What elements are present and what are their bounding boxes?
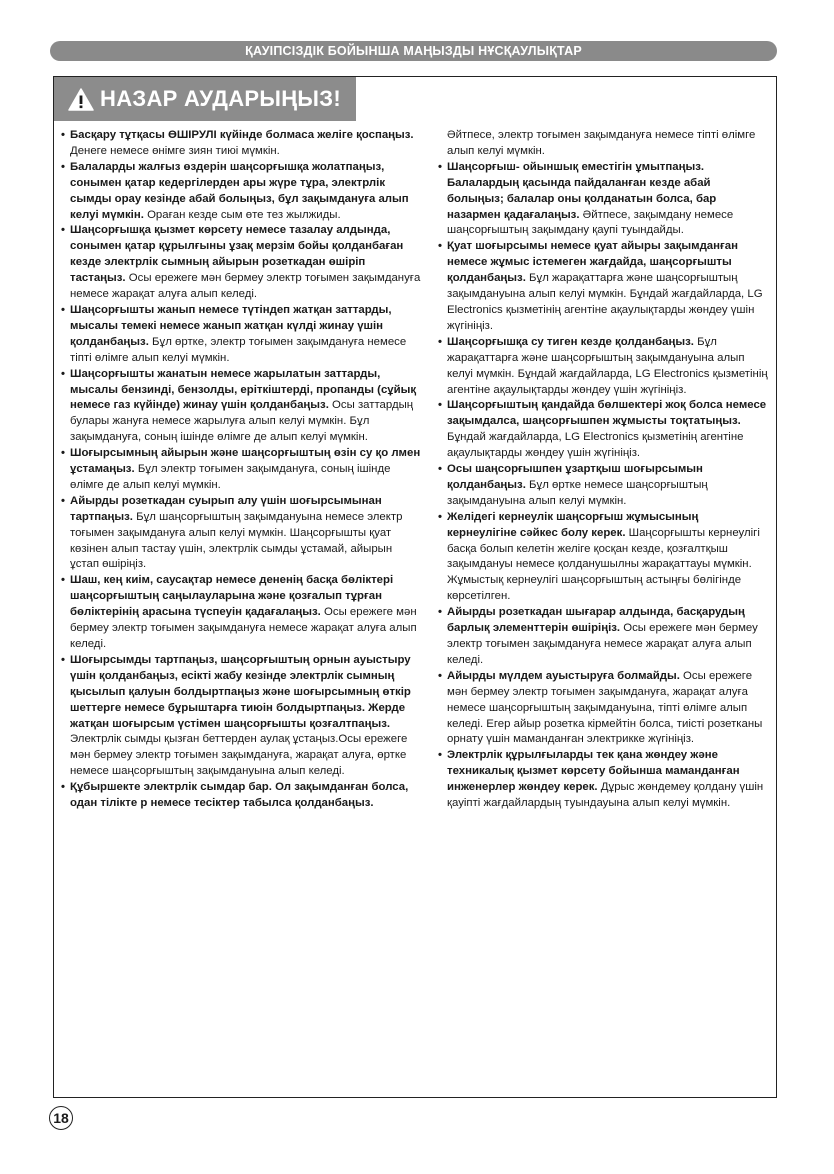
left-column [62, 128, 422, 812]
safety-item-text: Бұл жарақаттарға және шаңсорғыштың зақымдануына алып келуі мүмкін. Бұндай жағдайларда, LG Electronics қызметінің агентіне ақаулықтарды жөндеу үшін жүгініңіз. [447, 335, 768, 396]
safety-item [62, 573, 422, 653]
safety-item [62, 446, 422, 494]
safety-item [439, 748, 769, 812]
safety-item-heading: Құбыршекте электрлік сымдар бар. Ол зақымданған болса, одан тілікте р немесе тесіктер табылса қолданбаңыз. [70, 781, 409, 810]
safety-item-heading: Балаларды жалғыз өздерін шаңсорғышқа жолатпаңыз, сонымен қатар кедергілерден ары жүре тұра, электрлік сымды орау кезінде абай болыңыз, бұл зақымдануға алып келуі мүмкін. [70, 160, 409, 221]
safety-item-heading: Шаңсорғыштың қандайда бөлшектері жоқ болса немесе зақымдалса, шаңсорғышпен жұмысты тоқтатыңыз. [447, 399, 767, 428]
safety-item-heading: Айырды розеткадан шығарар алдында, басқарудың барлық элементтерін өшіріңіз. [447, 606, 745, 635]
safety-item-text: Дұрыс жөндемеу қолдану үшін қауіпті жағдайлардың туындауына алып келуі мүмкін. [447, 781, 764, 810]
continuation-text: Әйтпесе, электр тоғымен зақымдануға немесе тіпті өлімге алып келуі мүмкін. [447, 129, 756, 157]
safety-item-text: Бұл электр тоғымен зақымдануға, соның ішінде өлімге де алып келуі мүмкін. [70, 463, 391, 491]
safety-item-heading: Қуат шоғырсымы немесе қуат айыры зақымданған немесе жұмыс істемеген жағдайда, шаңсорғышты қолданбаңыз. [447, 240, 738, 285]
safety-item-text: Бұндай жағдайларда, LG Electronics қызметінің агентіне ақаулықтарды жөндеу үшін жүгініңіз. [447, 431, 744, 460]
safety-item-text: Осы ережеге мән бермеу электр тоғымен зақымдануға немесе жарақат алуға алып келеді. [70, 606, 417, 650]
safety-item-heading: Шаңсорғышты жанып немесе түтіндеп жатқан заттарды, мысалы темекі немесе жанып жатқан күлді жинау үшін қолданбаңыз. [70, 303, 392, 348]
safety-item [62, 367, 422, 447]
safety-item [439, 510, 769, 605]
safety-item-heading: Шоғырсымды тартпаңыз, шаңсорғыштың орнын ауыстыру үшін қолданбаңыз, есікті жабу кезінде электрлік сымның қысылып қалуын болдыртпаңыз және шоғырсымның өткір шеттерге немесе бұрыштарға тиюін болдыртпаңыз. Жерде жатқан шоғырсым үстімен шаңсорғышты қозғалтпаңыз. [70, 653, 411, 730]
safety-item [439, 605, 769, 669]
safety-item [439, 462, 769, 510]
safety-item-heading: Желідегі кернеулік шаңсорғыш жұмысының кернеулігіне сәйкес болу керек. [447, 510, 699, 539]
warning-banner [54, 77, 356, 121]
safety-item-heading: Шаңсорғышты жанатын немесе жарылатын заттарды, мысалы бензинді, бензолды, еріткіштерді, пропанды (сұйық немесе газ күйінде) жинау үшін қолданбаңыз. [70, 367, 417, 412]
safety-item [62, 494, 422, 574]
safety-item-heading: Айырды розеткадан суырып алу үшін шоғырсымынан тартпаңыз. [70, 494, 382, 523]
safety-item-heading: Басқару тұтқасы ӨШІРУЛІ күйінде болмаса желіге қоспаңыз. [70, 129, 414, 141]
safety-item [62, 653, 422, 780]
safety-item-text: Бұл өртке немесе шаңсорғыштың зақымдануына алып келуі мүмкін. [447, 478, 708, 507]
safety-item [62, 303, 422, 367]
safety-item [439, 160, 769, 240]
safety-item-heading: Шаш, кең киім, саусақтар немесе дененің басқа бөліктері шаңсорғыштың саңылауларына және қозғалып тұрған бөліктерінің арасына түспеуін қадағалаңыз. [70, 574, 394, 619]
safety-item-text: Шаңсорғышты кернеулігі басқа болып келетін желіге қосқан кезде, қозғалтқыш зақымдануы немесе қолданушылны жарақаттауы мүмкін. Жұмыстық кернеулігі шаңсорғыштың астыңғы бөлігінде көрсетілген. [447, 526, 760, 603]
safety-item-heading: Шоғырсымның айырын және шаңсорғыштың өзін су қо лмен ұстамаңыз. [70, 447, 421, 476]
safety-item-text: Әйтпесе, зақымдану немесе шаңсорғыштың зақымдану қаупі туындайды. [447, 208, 734, 237]
safety-item-text: Осы ережеге мән бермеу электр тоғымен зақымдануға немесе жарақат алуға алып келеді. [70, 272, 421, 301]
safety-item [439, 239, 769, 334]
section-header-bar [50, 41, 777, 61]
safety-item-heading: Шаңсорғышқа су тиген кезде қолданбаңыз. [447, 335, 694, 348]
safety-item-heading: Айырды мүлдем ауыстыруға болмайды. [447, 669, 680, 682]
safety-item-text: Бұл өртке, электр тоғымен зақымдануға немесе тіпті өлімге алып келуі мүмкін. [70, 335, 407, 364]
safety-item-heading: Шаңсорғышқа қызмет көрсету немесе тазалау алдында, сонымен қатар құрылғыны ұзақ мерзім бойы қолданбаған кезде электрлік сымның айырын розеткадан өшіріп тастаңыз. [70, 224, 404, 285]
warning-title: НАЗАР АУДАРЫҢЫЗ! [100, 86, 341, 111]
safety-item-text: Денеге немесе өнімге зиян тиюі мүмкін. [70, 144, 280, 157]
safety-item-heading: Осы шаңсорғышпен ұзартқыш шоғырсымын қолданбаңыз. [447, 463, 703, 491]
safety-item [62, 160, 422, 224]
safety-item [439, 669, 769, 749]
safety-item-text: Бұл шаңсорғыштың зақымдануына немесе электр тоғымен зақымдануға алып келуі мүмкін. Шаңсорғышты қуат көзінен алып тастау үшін, электрлік сымды ұстамай, айырын ұстап өшіріңіз. [70, 510, 403, 571]
page-number: 18 [49, 1106, 73, 1130]
warning-triangle-icon [68, 88, 94, 111]
safety-item-text: Осы заттардың булары жануға немесе жарылуға алып келуі мүмкін. Бұл зақымдануға, соның ішінде өлімге де алып келуі мүмкін. [70, 399, 414, 444]
warning-box [53, 76, 777, 1098]
safety-item-text: Осы ережеге мән бермеу электр тоғымен зақымдануға, жарақат алуға немесе шаңсорғыштың зақымдануына, тіпті өлімге алып келеді. Егер айыр розетка кірмейтін болса, тиісті розетканы орнату үшін маманданған электрикке жүгініңіз. [447, 669, 763, 746]
safety-item-text: Бұл жарақаттарға және шаңсорғыштың зақымдануына алып келуі мүмкін. Бұндай жағдайларда, LG Electronics қызметінің агентіне ақаулықтарды жөндеу үшін жүгініңіз. [447, 272, 763, 332]
safety-item [62, 223, 422, 303]
safety-item [439, 398, 769, 462]
safety-item [439, 335, 769, 399]
safety-item-text: Осы ережеге мән бермеу электр тоғымен зақымдануға немесе жарақат алуға алып келеді. [447, 622, 758, 666]
safety-item-text: Ораған кезде сым өте тез жылжиды. [147, 208, 341, 221]
safety-item-heading: Шаңсорғыш- ойыншық еместігін ұмытпаңыз. Балалардың қасында пайдаланған кезде абай болыңыз; балалар оны қолданатын болса, бар назармен қадағалаңыз. [447, 160, 717, 221]
safety-item [62, 780, 422, 812]
right-column [439, 128, 769, 812]
safety-item [62, 128, 422, 160]
section-header-title: ҚАУІПСІЗДІК БОЙЫНША МАҢЫЗДЫ НҰСҚАУЛЫҚТАР [245, 44, 582, 58]
safety-item-text: Электрлік сымды қызған беттерден аулақ ұстаңыз.Осы ережеге мән бермеу электр тоғымен зақымдануға, жарақат алуға, өртке немесе шаңсорғыштың зақымдануына алып келеді. [70, 733, 408, 778]
safety-item-heading: Электрлік құрылғыларды тек қана жөндеу және техникалық қызмет көрсету бойынша маманданған инженерлер жөндеу керек. [447, 749, 740, 794]
